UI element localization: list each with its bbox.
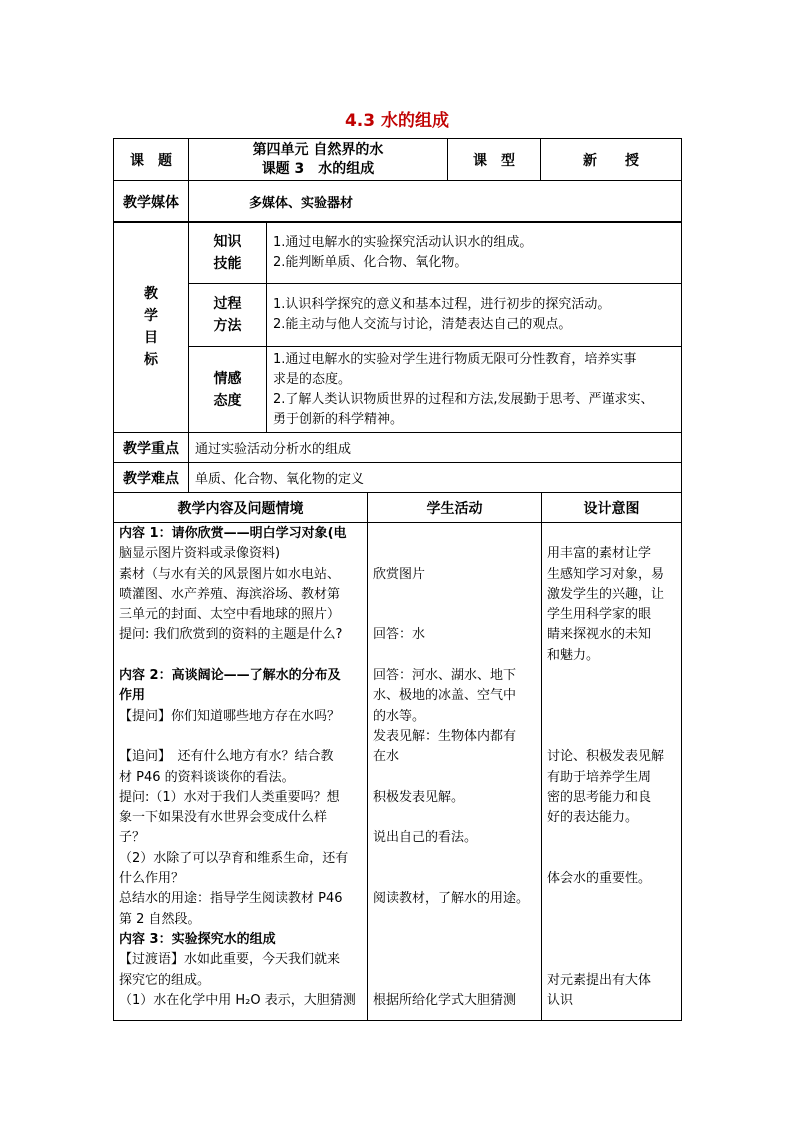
objective-line: 2.能判断单质、化合物、氧化物。 bbox=[273, 254, 468, 270]
student-activity-line bbox=[373, 849, 541, 869]
type-value: 新 授 bbox=[541, 139, 682, 181]
objective-line: 求是的态度。 bbox=[273, 371, 352, 387]
objective-line: 1.认识科学探究的意义和基本过程，进行初步的探究活动。 bbox=[273, 297, 611, 312]
design-intent-line bbox=[547, 930, 680, 950]
content-line: 探究它的组成。 bbox=[119, 972, 211, 988]
content-line bbox=[119, 727, 367, 747]
design-intent-line bbox=[547, 910, 680, 930]
student-activity-line: 发表见解：生物体内都有 bbox=[373, 728, 517, 744]
objectives-label bbox=[114, 222, 189, 433]
objective-line: 2.了解人类认识物质世界的过程和方法,发展勤于思考、严谨求实、 bbox=[273, 391, 654, 407]
student-activity-line: 水、极地的冰盖、空气中 bbox=[373, 688, 517, 704]
content-line: 喷灌图、水产养殖、海滨浴场、教材第 bbox=[119, 586, 341, 602]
content-line: （1）水在化学中用 H₂O 表示，大胆猜测 bbox=[119, 992, 356, 1008]
student-activity-line bbox=[373, 524, 541, 544]
type-label: 课 型 bbox=[448, 139, 541, 181]
design-intent-line: 讨论、积极发表见解 bbox=[547, 749, 665, 765]
student-activity-line bbox=[373, 808, 541, 828]
objective-label-line: 知识 bbox=[213, 233, 242, 250]
design-intent-line: 好的表达能力。 bbox=[547, 810, 639, 826]
content-line: 【过渡语】水如此重要，今天我们就来 bbox=[119, 952, 341, 968]
content-line: 【追问】 还有什么地方有水？结合教 bbox=[119, 749, 334, 765]
design-intent-line bbox=[547, 666, 680, 686]
design-intent-line: 认识 bbox=[547, 992, 574, 1008]
objectives-table bbox=[113, 221, 682, 433]
media-value: 多媒体、实验器材 bbox=[189, 181, 682, 223]
objective-line: 2.能主动与他人交流与讨论，清楚表达自己的观点。 bbox=[273, 317, 572, 332]
objective-process-text bbox=[267, 284, 682, 347]
student-activity-line bbox=[373, 910, 541, 930]
objective-knowledge-text bbox=[267, 222, 682, 284]
student-activity-line bbox=[373, 930, 541, 950]
student-activity-line: 回答：水 bbox=[373, 627, 426, 643]
content-line: （2）水除了可以孕育和维系生命，还有 bbox=[119, 850, 349, 866]
design-intent-line: 生感知学习对象，易 bbox=[547, 566, 665, 582]
difficulty-label: 教学难点 bbox=[114, 463, 189, 493]
student-activity-line: 欣赏图片 bbox=[373, 566, 426, 582]
content-line: 总结水的用途：指导学生阅读教材 P46 bbox=[119, 891, 343, 907]
student-activity-line: 在水 bbox=[373, 749, 400, 765]
content-line: 作用 bbox=[119, 688, 146, 704]
design-intent-line bbox=[547, 849, 680, 869]
student-column bbox=[373, 524, 541, 1011]
objectives-label-char: 目 bbox=[144, 330, 158, 346]
design-intent-line bbox=[547, 950, 680, 970]
content-line: 象一下如果没有水世界会变成什么样 bbox=[119, 810, 328, 826]
student-activity-line bbox=[373, 768, 541, 788]
student-activity-line bbox=[373, 950, 541, 970]
design-intent-line bbox=[547, 686, 680, 706]
content-line: 内容 1：请你欣赏——明白学习对象(电 bbox=[119, 526, 347, 541]
design-intent-line: 用丰富的素材让学 bbox=[547, 546, 652, 562]
content-line: 内容 2：高谈阔论——了解水的分布及 bbox=[119, 668, 341, 684]
design-intent-line: 体会水的重要性。 bbox=[547, 871, 652, 887]
design-intent-line bbox=[547, 828, 680, 848]
student-activity-line: 的水等。 bbox=[373, 708, 426, 724]
content-line: 【提问】你们知道哪些地方存在水吗？ bbox=[119, 708, 341, 724]
content-line: 子？ bbox=[119, 830, 146, 846]
content-line: 什么作用？ bbox=[119, 871, 185, 887]
content-line: 提问:（1）水对于我们人类重要吗？想 bbox=[119, 789, 340, 805]
header-table bbox=[113, 138, 682, 223]
content-line: 脑显示图片资料或录像资料) bbox=[119, 546, 281, 562]
design-column bbox=[547, 524, 680, 1011]
student-activity-line bbox=[373, 869, 541, 889]
objective-attitude-label bbox=[189, 347, 267, 433]
objective-line: 1.通过电解水的实验探究活动认识水的组成。 bbox=[273, 234, 533, 250]
content-line: 内容 3：实验探究水的组成 bbox=[119, 931, 276, 947]
topic-value-line2: 课题 3 水的组成 bbox=[261, 160, 375, 177]
design-intent-line: 学生用科学家的眼 bbox=[547, 607, 652, 623]
column-header-design: 设计意图 bbox=[542, 493, 682, 523]
column-header-student: 学生活动 bbox=[368, 493, 542, 523]
column-header-content: 教学内容及问题情境 bbox=[114, 493, 368, 523]
student-activity-line: 积极发表见解。 bbox=[373, 789, 465, 805]
student-activity-line bbox=[373, 646, 541, 666]
topic-value bbox=[189, 139, 448, 181]
objective-label-line: 情感 bbox=[213, 370, 242, 387]
objective-attitude-text bbox=[267, 347, 682, 433]
content-column bbox=[119, 524, 367, 1011]
content-line: 材 P46 的资料谈谈你的看法。 bbox=[119, 769, 295, 785]
difficulty-value: 单质、化合物、氧化物的定义 bbox=[189, 463, 682, 493]
topic-label: 课 题 bbox=[114, 139, 189, 181]
content-line: 三单元的封面、太空中看地球的照片） bbox=[119, 607, 341, 623]
objective-line: 勇于创新的科学精神。 bbox=[273, 411, 404, 427]
media-label: 教学媒体 bbox=[114, 181, 189, 223]
design-intent-line bbox=[547, 889, 680, 909]
student-activity-line: 说出自己的看法。 bbox=[373, 830, 478, 846]
objectives-label-char: 学 bbox=[144, 308, 158, 324]
design-intent-line: 对元素提出有大体 bbox=[547, 972, 652, 988]
design-intent-line: 密的思考能力和良 bbox=[547, 789, 652, 805]
student-activity-line: 阅读教材，了解水的用途。 bbox=[373, 891, 530, 907]
objective-knowledge-label bbox=[189, 222, 267, 284]
content-line: 提问: 我们欣赏到的资料的主题是什么? bbox=[119, 627, 343, 643]
design-intent-line bbox=[547, 524, 680, 544]
objective-label-line: 技能 bbox=[213, 255, 242, 272]
topic-value-line1: 第四单元 自然界的水 bbox=[252, 141, 384, 158]
objective-label-line: 过程 bbox=[213, 296, 242, 312]
design-intent-line: 睛来探视水的未知 bbox=[547, 627, 652, 643]
design-intent-line bbox=[547, 707, 680, 727]
objective-process-label bbox=[189, 284, 267, 347]
objective-label-line: 态度 bbox=[213, 392, 242, 409]
design-intent-line: 激发学生的兴趣，让 bbox=[547, 586, 665, 602]
objective-label-line: 方法 bbox=[213, 318, 242, 334]
design-intent-line bbox=[547, 727, 680, 747]
objectives-label-char: 教 bbox=[144, 286, 158, 302]
student-activity-line: 回答：河水、湖水、地下 bbox=[373, 668, 517, 684]
content-line: 素材（与水有关的风景图片如水电站、 bbox=[119, 566, 341, 582]
student-activity-line: 根据所给化学式大胆猜测 bbox=[373, 992, 517, 1008]
key-point-value: 通过实验活动分析水的组成 bbox=[189, 433, 682, 463]
content-line bbox=[119, 646, 367, 666]
student-activity-line bbox=[373, 971, 541, 991]
design-intent-line: 和魅力。 bbox=[547, 647, 600, 663]
student-activity-line bbox=[373, 585, 541, 605]
student-activity-line bbox=[373, 544, 541, 564]
page-title: 4.3 水的组成 bbox=[344, 111, 450, 131]
student-activity-line bbox=[373, 605, 541, 625]
objective-line: 1.通过电解水的实验对学生进行物质无限可分性教育，培养实事 bbox=[273, 351, 637, 367]
objectives-label-char: 标 bbox=[144, 352, 158, 368]
design-intent-line: 有助于培养学生周 bbox=[547, 769, 652, 785]
key-point-label: 教学重点 bbox=[114, 433, 189, 463]
content-line: 第 2 自然段。 bbox=[119, 911, 201, 927]
keypoints-table bbox=[113, 432, 682, 493]
